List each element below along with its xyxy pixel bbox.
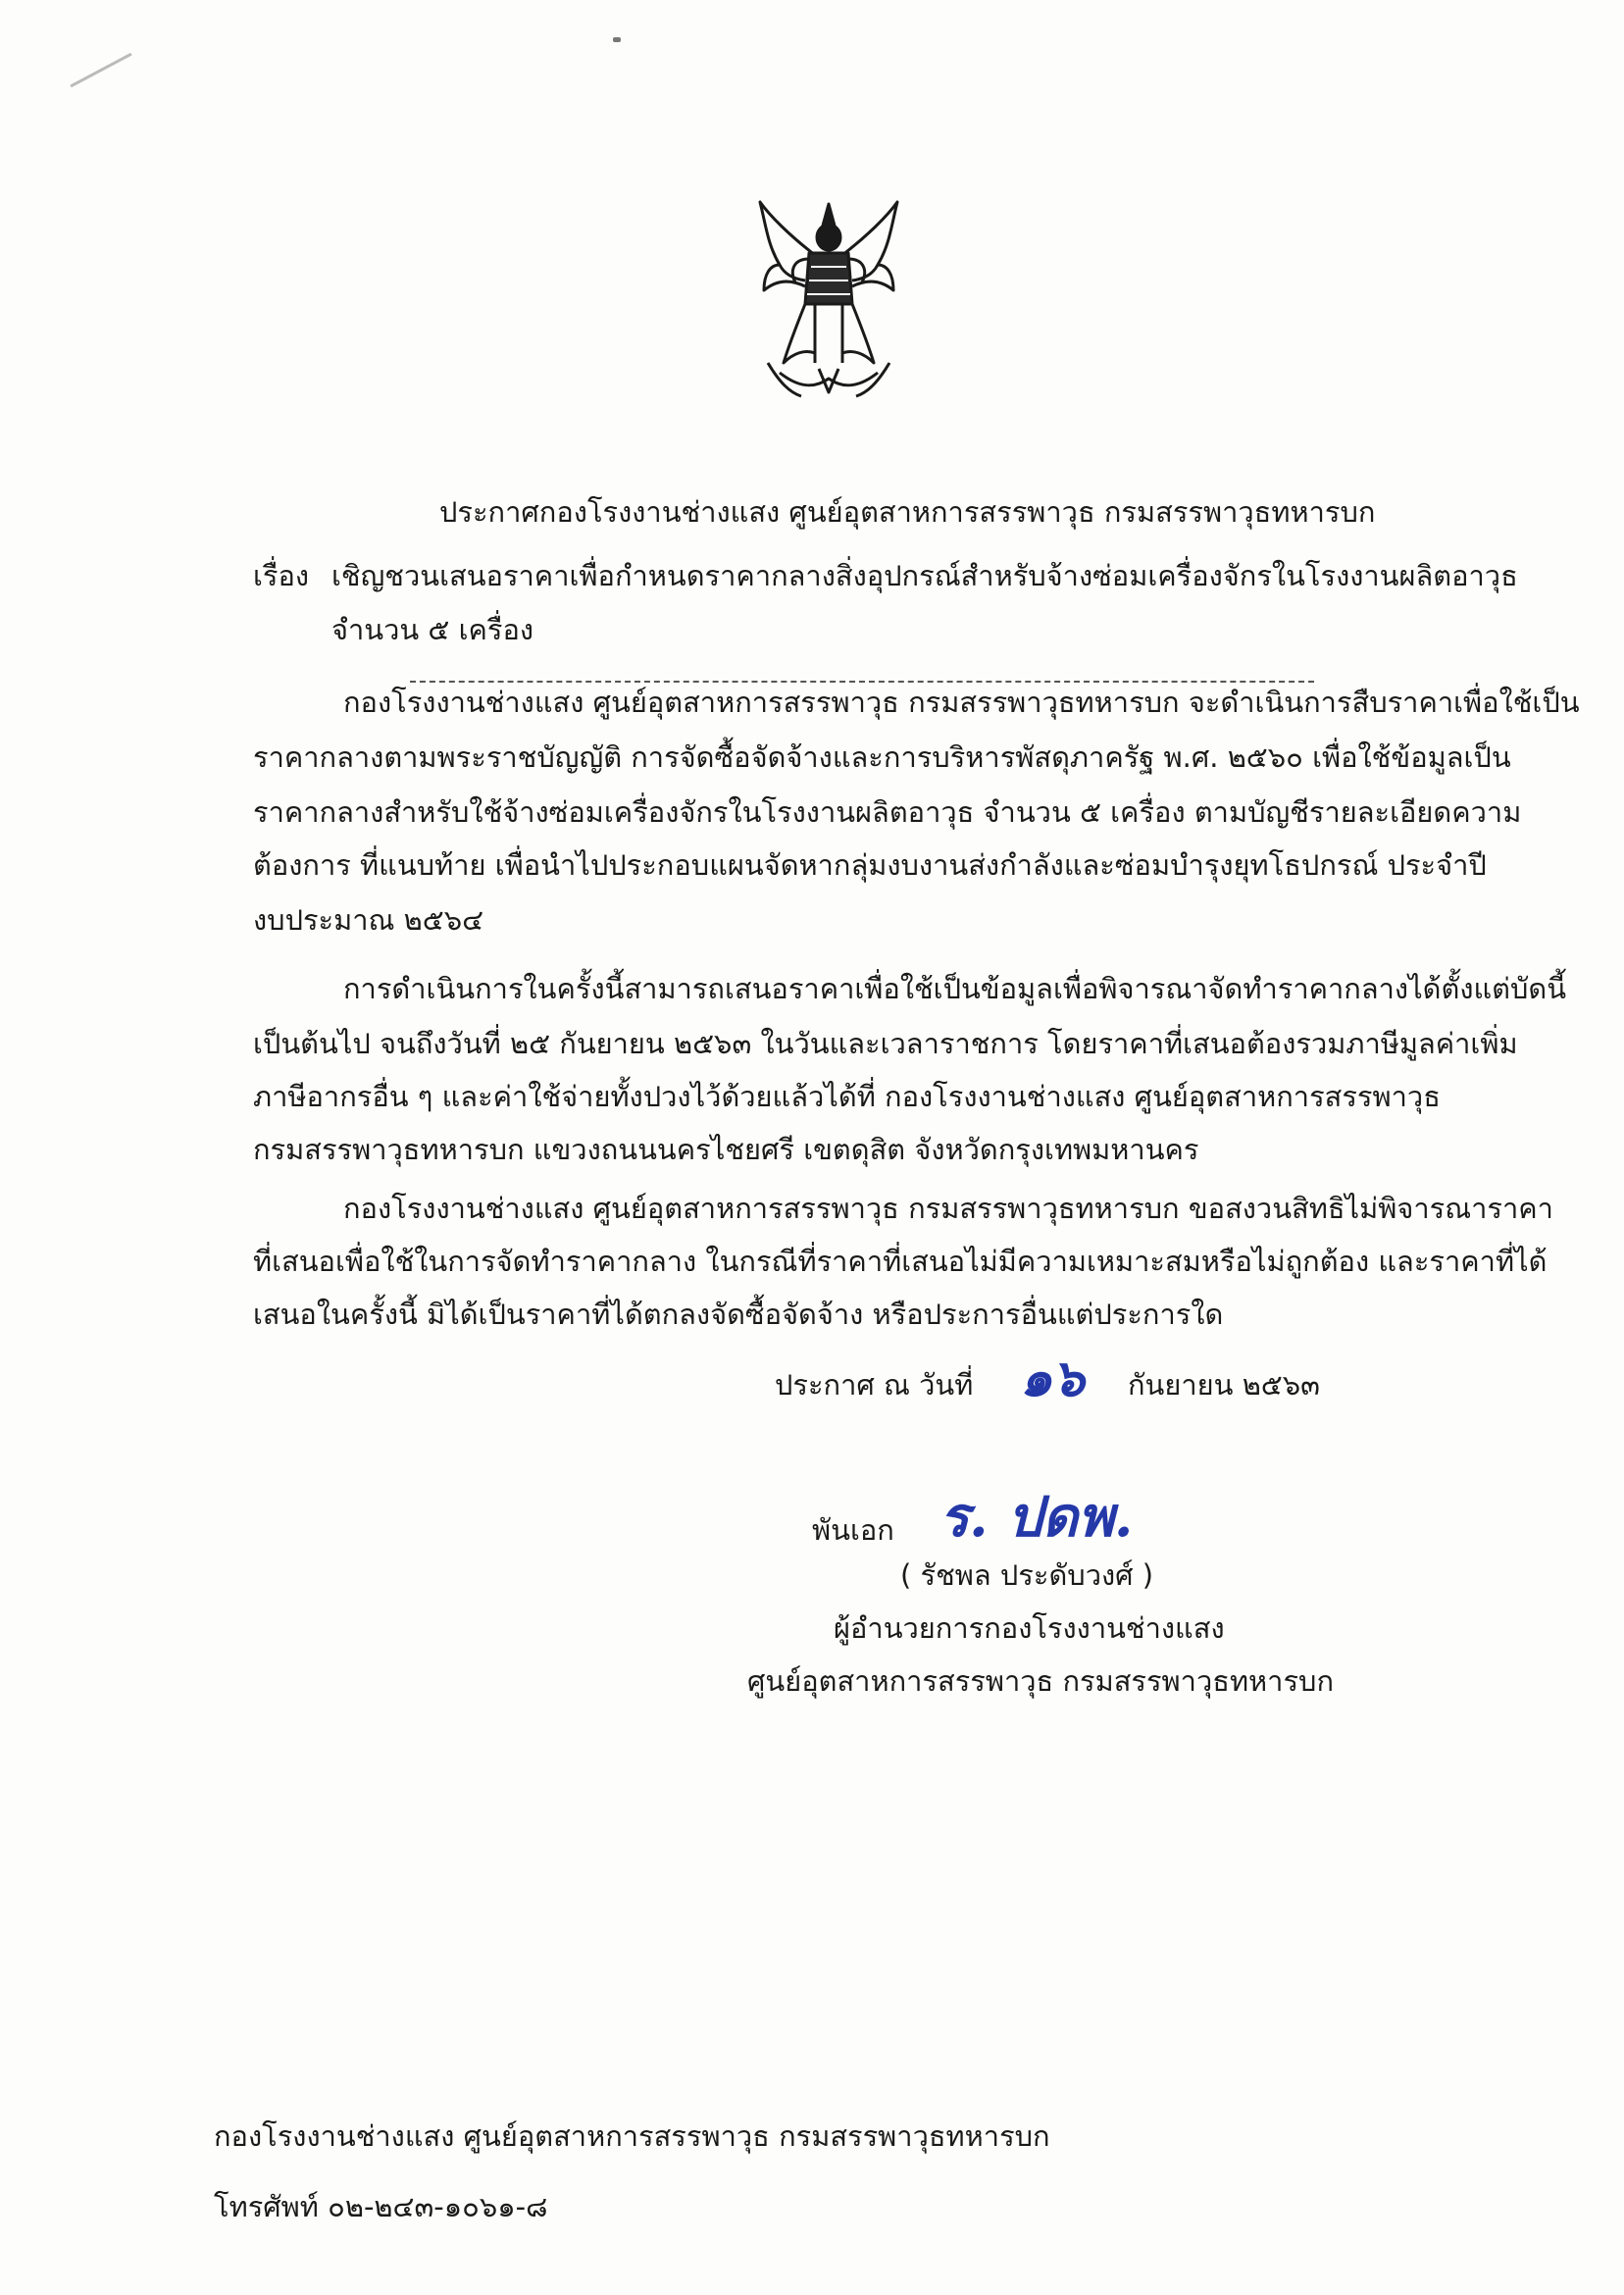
paragraph-2-line: เป็นต้นไป จนถึงวันที่ ๒๕ กันยายน ๒๕๖๓ ในวันและเวลาราชการ โดยราคาที่เสนอต้องรวมภาษีมูลค่าเพิ่ม	[253, 1027, 1518, 1060]
paragraph-1-line: ราคากลางสำหรับใช้จ้างซ่อมเครื่องจักรในโรงงานผลิตอาวุธ จำนวน ๕ เครื่อง ตามบัญชีรายละเอียดความ	[253, 795, 1522, 829]
paragraph-1-line: ราคากลางตามพระราชบัญญัติ การจัดซื้อจัดจ้างและการบริหารพัสดุภาครัฐ พ.ศ. ๒๕๖๐ เพื่อใช้ข้อมูลเป็น	[253, 740, 1511, 774]
paragraph-1-line: งบประมาณ ๒๕๖๔	[253, 903, 484, 937]
paragraph-2-line: ภาษีอากรอื่น ๆ และค่าใช้จ่ายทั้งปวงไว้ด้วยแล้วได้ที่ กองโรงงานช่างแสง ศูนย์อุตสาหการสรรพาวุธ	[253, 1080, 1441, 1113]
garuda-emblem-icon	[750, 196, 907, 402]
subject-label: เรื่อง	[253, 559, 310, 592]
signer-name: ( รัชพล ประดับวงศ์ )	[900, 1558, 1154, 1592]
announce-day-handwritten: ๑๖	[1020, 1349, 1086, 1408]
signer-organization: ศูนย์อุตสาหการสรรพาวุธ กรมสรรพาวุธทหารบก	[747, 1664, 1334, 1698]
handwritten-signature: ร. ปดพ.	[939, 1485, 1134, 1550]
paragraph-2-line: การดำเนินการในครั้งนี้สามารถเสนอราคาเพื่อใช้เป็นข้อมูลเพื่อพิจารณาจัดทำราคากลางได้ตั้งแต่บัดนี้	[343, 972, 1567, 1005]
footer-phone: โทรศัพท์ ๐๒-๒๔๓-๑๐๖๑-๘	[214, 2190, 548, 2223]
subject-line-1: เชิญชวนเสนอราคาเพื่อกำหนดราคากลางสิ่งอุปกรณ์สำหรับจ้างซ่อมเครื่องจักรในโรงงานผลิตอาวุธ	[331, 559, 1518, 592]
announcement-title: ประกาศกองโรงงานช่างแสง ศูนย์อุตสาหการสรรพาวุธ กรมสรรพาวุธทหารบก	[439, 495, 1376, 529]
announce-prefix: ประกาศ ณ วันที่	[775, 1368, 974, 1402]
paragraph-1-line: ต้องการ ที่แนบท้าย เพื่อนำไปประกอบแผนจัดหากลุ่มงบงานส่งกำลังและซ่อมบำรุงยุทโธปกรณ์ ประจำปี	[253, 848, 1487, 882]
footer-organization: กองโรงงานช่างแสง ศูนย์อุตสาหการสรรพาวุธ กรมสรรพาวุธทหารบก	[214, 2119, 1050, 2153]
announce-month-year: กันยายน ๒๕๖๓	[1128, 1368, 1320, 1402]
paragraph-3-line: กองโรงงานช่างแสง ศูนย์อุตสาหการสรรพาวุธ กรมสรรพาวุธทหารบก ขอสงวนสิทธิไม่พิจารณาราคา	[343, 1192, 1553, 1225]
scan-dot	[613, 37, 621, 42]
paragraph-3-line: ที่เสนอเพื่อใช้ในการจัดทำราคากลาง ในกรณีที่ราคาที่เสนอไม่มีความเหมาะสมหรือไม่ถูกต้อง และราคาที่ได้	[253, 1245, 1548, 1278]
signer-position: ผู้อำนวยการกองโรงงานช่างแสง	[834, 1611, 1225, 1645]
signer-rank: พันเอก	[812, 1513, 894, 1547]
paragraph-2-line: กรมสรรพาวุธทหารบก แขวงถนนนครไชยศรี เขตดุสิต จังหวัดกรุงเทพมหานคร	[253, 1133, 1199, 1166]
paragraph-3-line: เสนอในครั้งนี้ มิได้เป็นราคาที่ได้ตกลงจัดซื้อจัดจ้าง หรือประการอื่นแต่ประการใด	[253, 1298, 1224, 1331]
paragraph-1-line: กองโรงงานช่างแสง ศูนย์อุตสาหการสรรพาวุธ กรมสรรพาวุธทหารบก จะดำเนินการสืบราคาเพื่อใช้เป็น	[343, 686, 1580, 719]
scan-scratch	[70, 53, 131, 88]
subject-line-2: จำนวน ๕ เครื่อง	[331, 613, 534, 646]
